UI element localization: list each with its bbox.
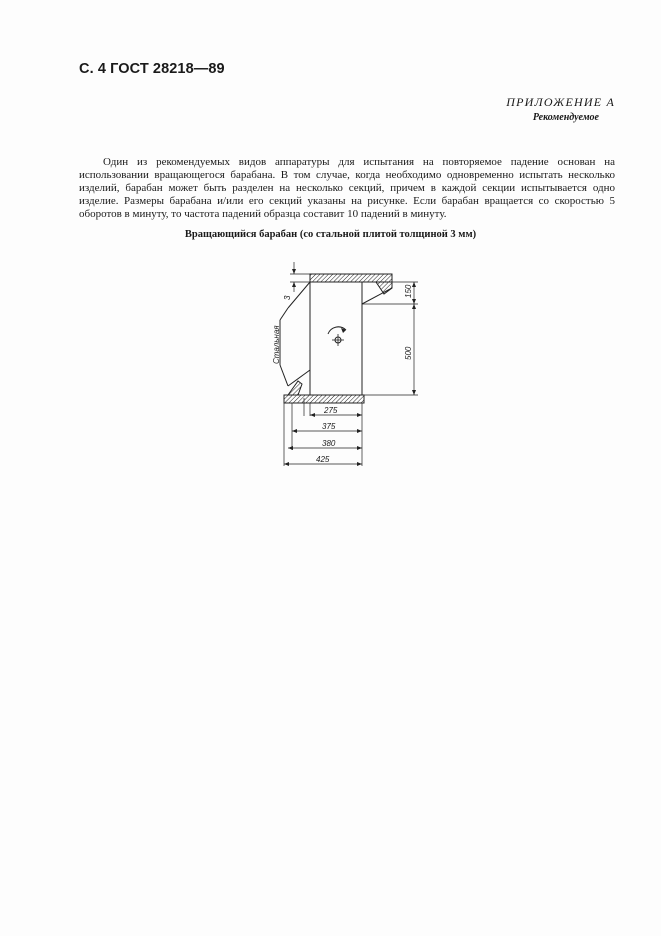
dim-thickness: 3 bbox=[283, 295, 292, 300]
thickness-dimension bbox=[290, 262, 312, 292]
steel-label: Стальная bbox=[272, 325, 281, 364]
dim380-arrow-right bbox=[357, 446, 362, 450]
dim425-arrow-left bbox=[284, 462, 289, 466]
dim275-arrow-left bbox=[310, 413, 315, 417]
dim-375: 375 bbox=[322, 422, 336, 431]
body-text bbox=[79, 156, 615, 221]
dim380-arrow-left bbox=[288, 446, 293, 450]
bottom-left-gusset bbox=[288, 381, 302, 395]
rotating-drum-drawing bbox=[268, 258, 448, 478]
page-header: С. 4 ГОСТ 28218—89 bbox=[79, 61, 225, 77]
thickness-arrow-top bbox=[292, 269, 296, 274]
dim-275: 275 bbox=[324, 406, 338, 415]
dim-150: 150 bbox=[404, 284, 413, 298]
dim425-arrow-right bbox=[357, 462, 362, 466]
dim500-arrow-top bbox=[412, 304, 416, 309]
appendix-title: ПРИЛОЖЕНИЕ А bbox=[506, 95, 615, 109]
dim-425: 425 bbox=[316, 455, 330, 464]
dim-500: 500 bbox=[404, 346, 413, 360]
thickness-arrow-bottom bbox=[292, 282, 296, 287]
appendix-subtitle: Рекомендуемое bbox=[532, 112, 599, 123]
dim150-arrow-bottom bbox=[412, 299, 416, 304]
bottom-plate bbox=[284, 395, 364, 403]
body-paragraph: Один из рекомендуемых видов аппаратуры для испытания на повторяемое падение основан на использовании вращающегося барабана. В том случае, когда необходимо одновременно испытать несколько изделий, барабан может быть разделен на несколько секций, причем в каждой секции испытывается одно изделие. Размеры барабана и/или его секций указаны на рисунке. Если барабан вращается со скоростью 5 оборотов в минуту, то частота падений образца составит 10 падений в минуту. bbox=[79, 156, 615, 220]
dim275-arrow-right bbox=[357, 413, 362, 417]
top-plate bbox=[310, 274, 392, 282]
dim375-arrow-left bbox=[292, 429, 297, 433]
dim500-arrow-bottom bbox=[412, 390, 416, 395]
figure-caption: Вращающийся барабан (со стальной плитой толщиной 3 мм) bbox=[184, 229, 477, 240]
dim375-arrow-right bbox=[357, 429, 362, 433]
dim-380: 380 bbox=[322, 439, 336, 448]
